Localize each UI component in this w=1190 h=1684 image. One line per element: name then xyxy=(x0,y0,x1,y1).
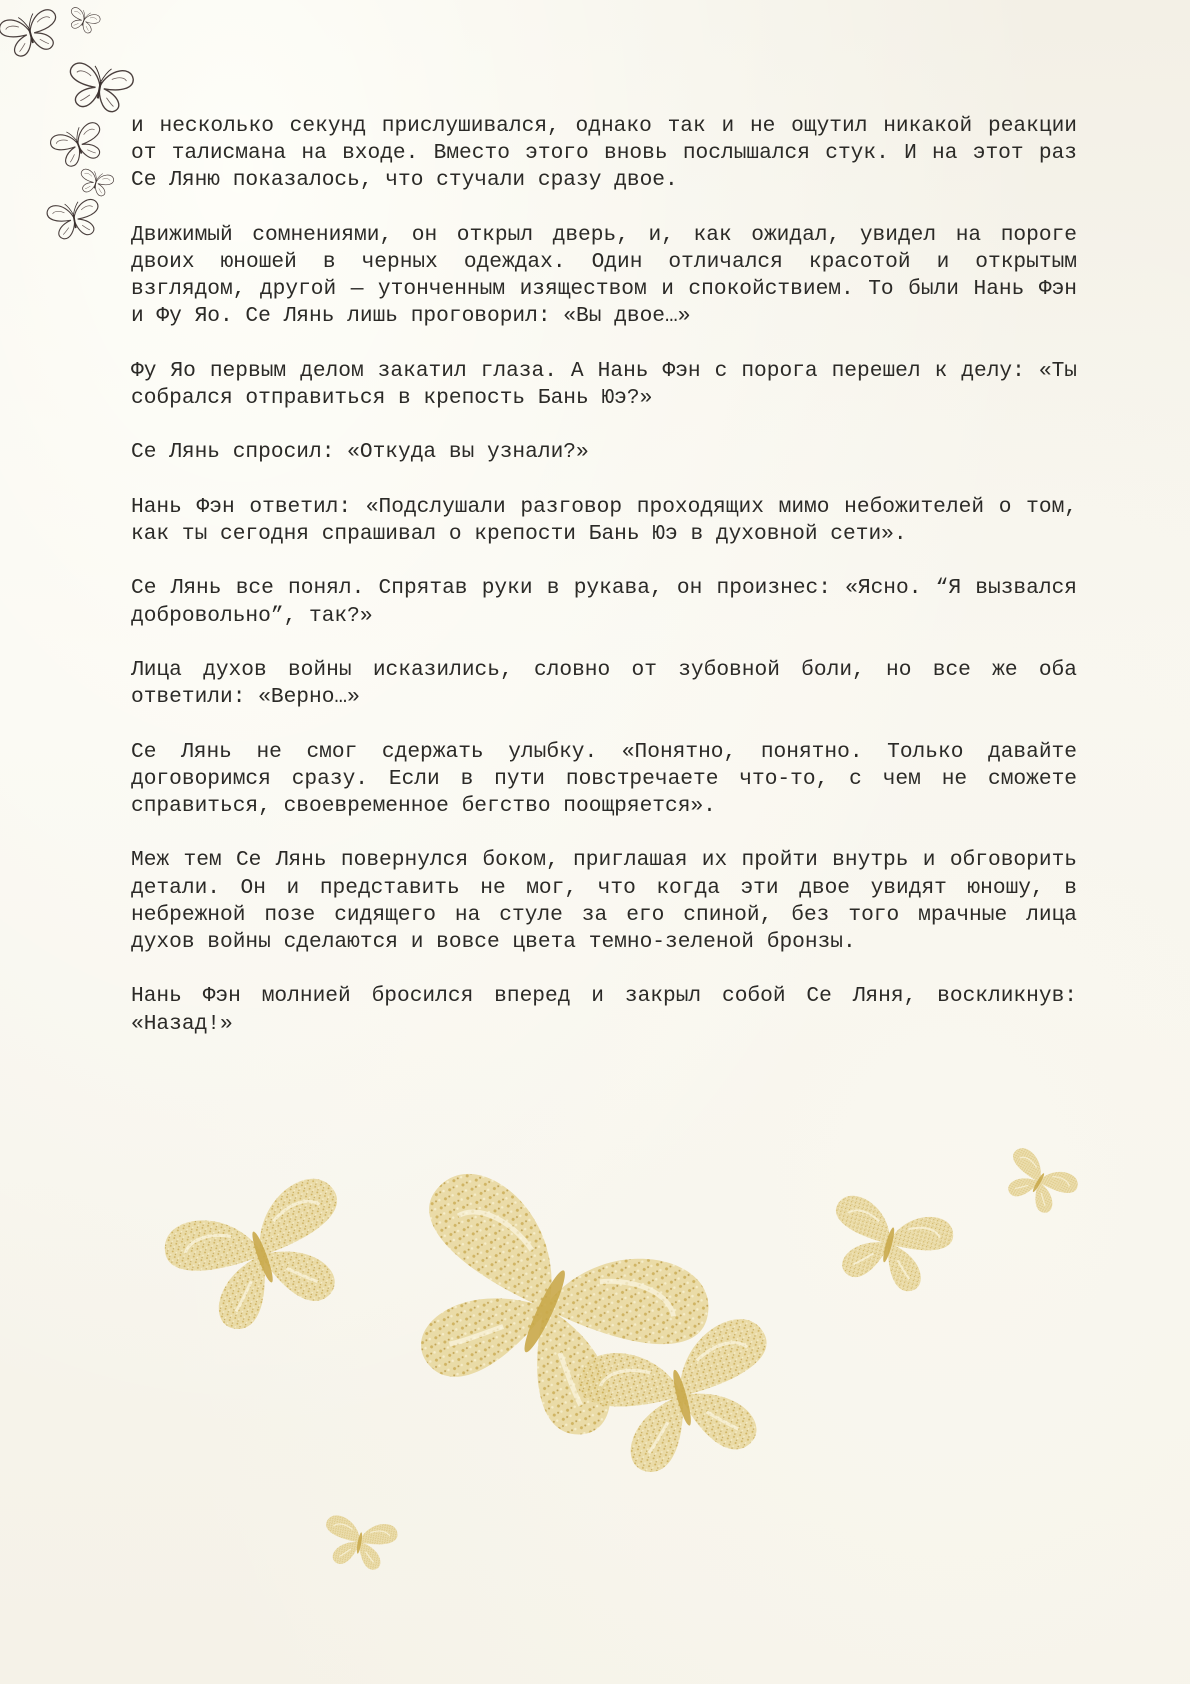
paragraph: Се Лянь не смог сдержать улыбку. «Понятно, понятно. Только давайте договоримся сразу. Если в пути повстречаете что-то, с чем не сможете справиться, своевременное бегство поощряется». xyxy=(131,739,1077,818)
paragraph: Фу Яо первым делом закатил глаза. А Нань Фэн с порога перешел к делу: «Ты собрался отправиться в крепость Бань Юэ?» xyxy=(131,358,1077,410)
paragraph: Движимый сомнениями, он открыл дверь, и, как ожидал, увидел на пороге двоих юношей в черных одеждах. Один отличался красотой и открытым взглядом, другой — утонченным изяществом и спокойствием. То были Нань Фэн и Фу Яо. Се Лянь лишь проговорил: «Вы двое…» xyxy=(131,222,1077,329)
paragraph: Меж тем Се Лянь повернулся боком, приглашая их пройти внутрь и обговорить детали. Он и представить не мог, что когда эти двое увидят юношу, в небрежной позе сидящего на стуле за его спиной, без того мрачные лица духов войны сделаются и вовсе цвета темно-зеленой бронзы. xyxy=(131,848,1077,954)
gold-glitter-butterfly-icon xyxy=(120,1140,1080,1600)
butterfly-sketch-icon xyxy=(0,0,150,260)
paragraph: Лица духов войны исказились, словно от зубовной боли, но все же оба ответили: «Верно…» xyxy=(131,657,1077,710)
paragraph: Нань Фэн молнией бросился вперед и закрыл собой Се Ляня, воскликнув: «Назад!» xyxy=(131,984,1077,1036)
paragraph: Се Лянь спросил: «Откуда вы узнали?» xyxy=(131,440,589,465)
paragraph: Нань Фэн ответил: «Подслушали разговор проходящих мимо небожителей о том, как ты сегодня спрашивал о крепости Бань Юэ в духовной сети». xyxy=(131,494,1077,546)
document-body xyxy=(131,113,1077,1065)
paragraph: Се Лянь все понял. Спрятав руки в рукава, он произнес: «Ясно. “Я вызвался добровольно”, так?» xyxy=(131,576,1077,628)
paragraph: и несколько секунд прислушивался, однако так и не ощутил никакой реакции от талисмана на входе. Вместо этого вновь послышался стук. И на этот раз Се Ляню показалось, что стучали сразу двое. xyxy=(131,114,1077,193)
